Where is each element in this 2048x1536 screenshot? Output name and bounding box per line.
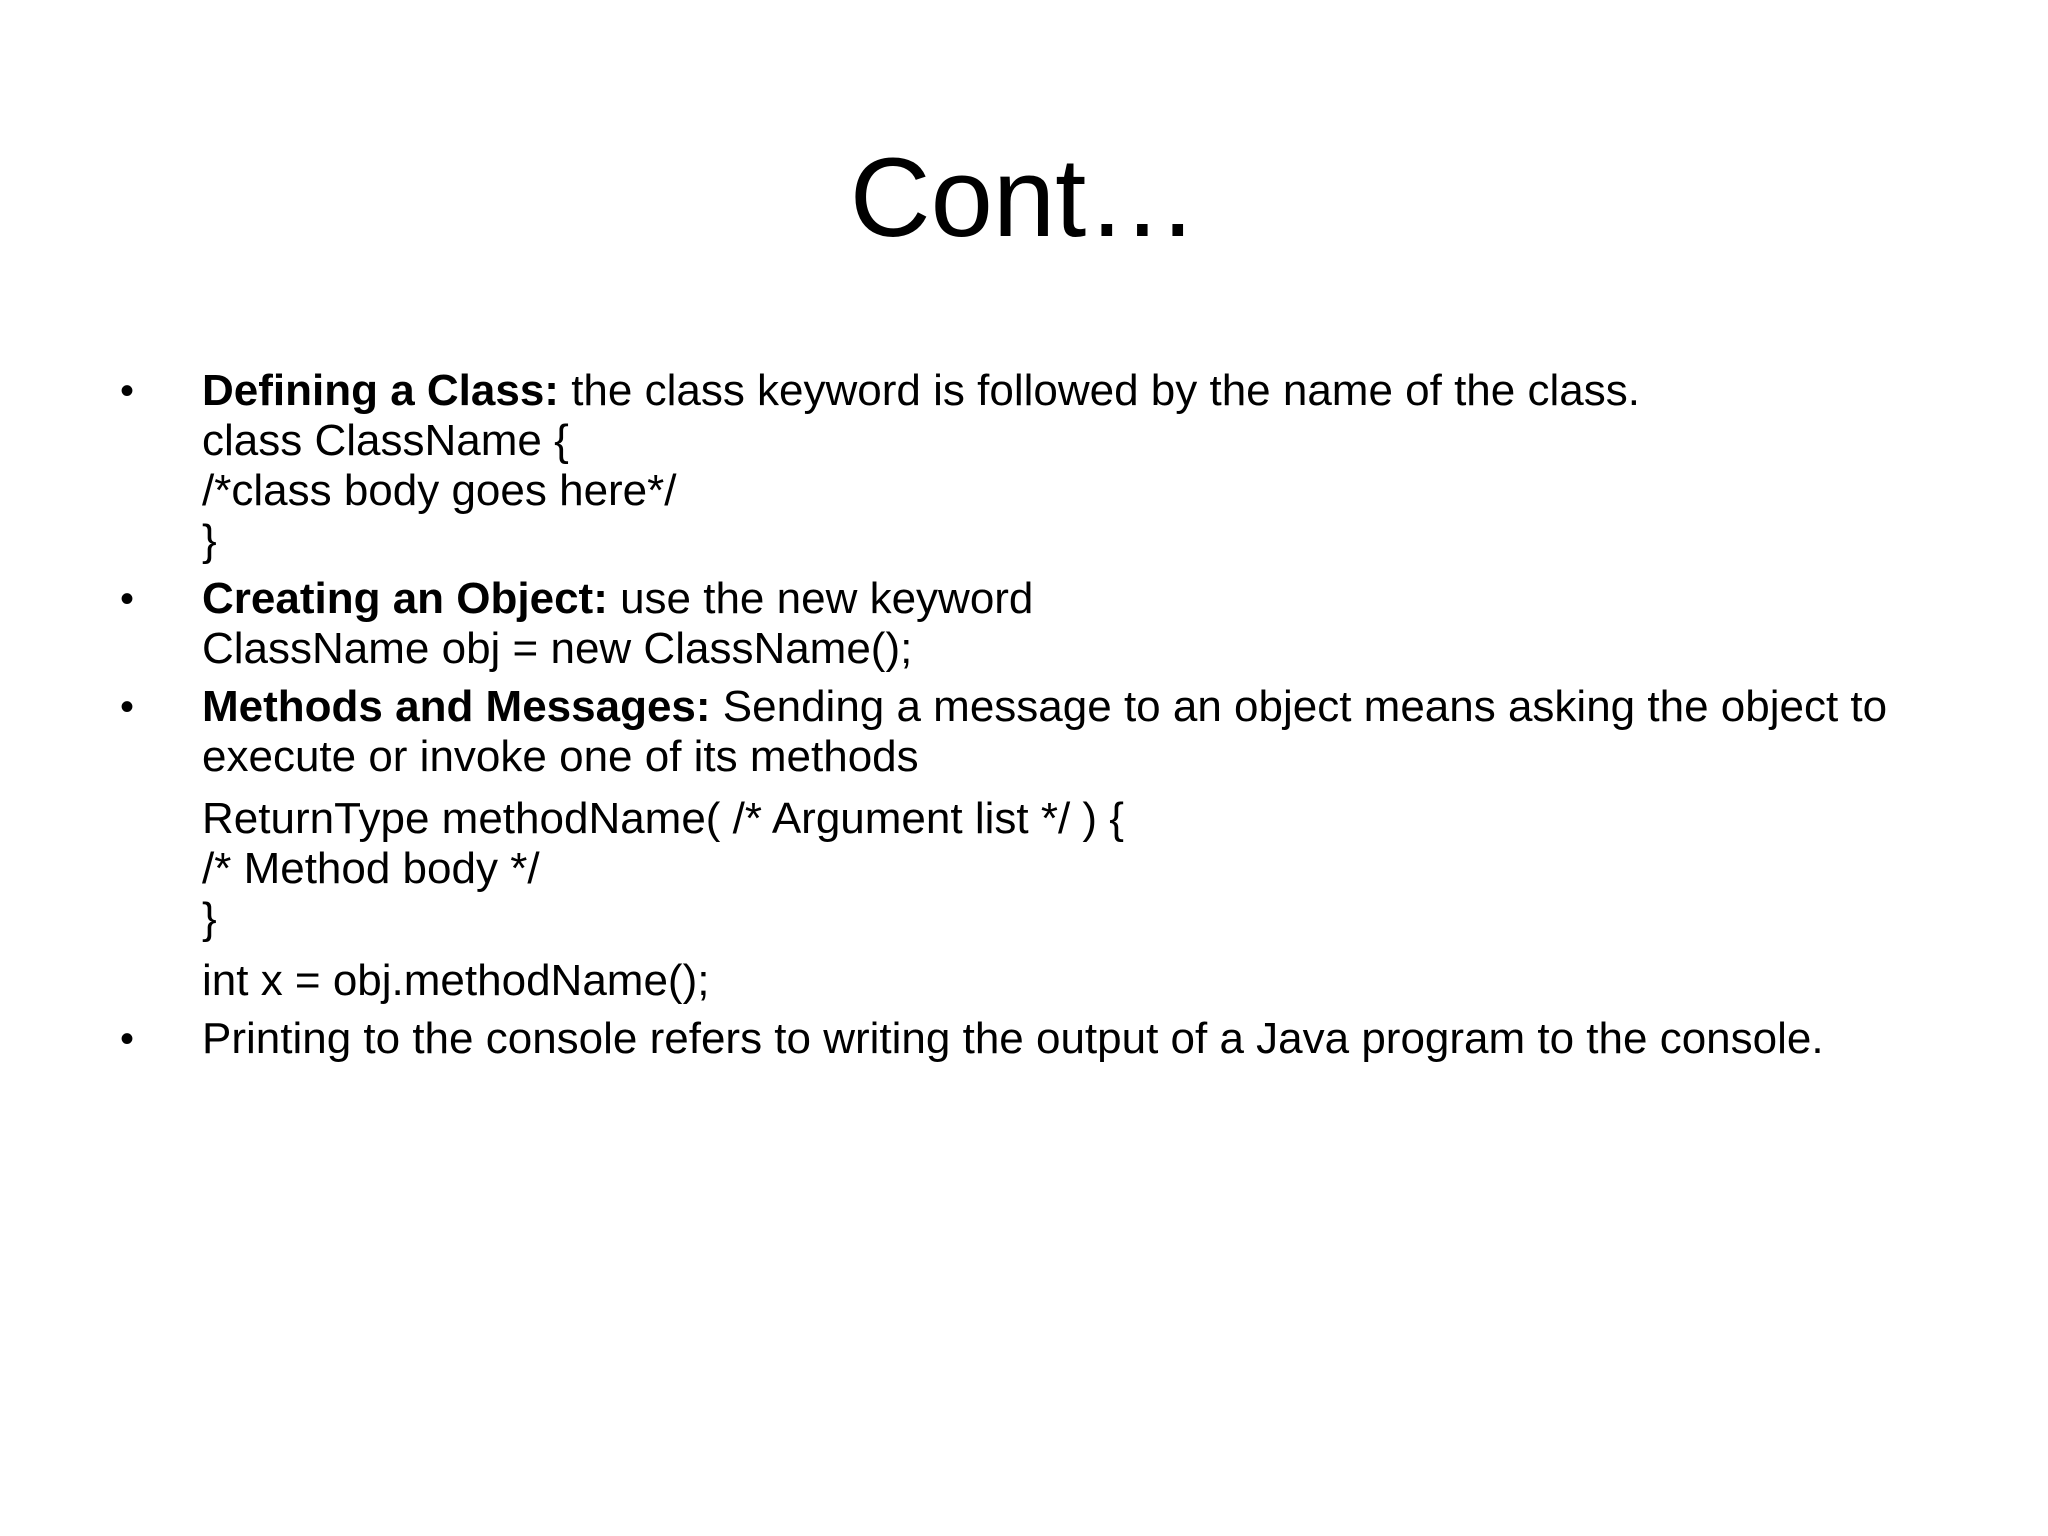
bullet-list [120,366,1960,1072]
code-line: ClassName obj = new ClassName(); [202,624,913,673]
code-line: int x = obj.methodName(); [202,956,710,1005]
bullet-text [202,682,1960,782]
bullet-body: the class keyword is followed by the name of the class. [558,366,1640,415]
bullet-item-methods-messages [120,682,1960,1006]
bullet-heading: Defining a Class: [202,366,559,415]
bullet-item-printing-console [120,1014,1960,1064]
code-line: class ClassName { [202,416,569,465]
bullet-heading: Creating an Object: [202,574,608,623]
bullet-icon: • [120,577,135,621]
code-line: } [202,894,217,943]
code-line: ReturnType methodName( /* Argument list */ ) { [202,794,1124,843]
bullet-icon: • [120,685,135,729]
bullet-text: Printing to the console refers to writing the output of a Java program to the console. [202,1014,1824,1063]
slide-title: Cont… [849,135,1199,260]
bullet-item-creating-object [120,574,1960,674]
code-line: /* Method body */ [202,844,540,893]
bullet-text [202,366,1960,416]
code-line: } [202,516,217,565]
bullet-icon: • [120,1017,135,1061]
bullet-heading: Methods and Messages: [202,682,711,731]
bullet-icon: • [120,369,135,413]
bullet-body: Sending a message to an object means asking the object to execute or invoke one of its methods [202,682,1888,781]
bullet-text [202,574,1960,624]
code-line: /*class body goes here*/ [202,466,677,515]
bullet-item-defining-class [120,366,1960,566]
bullet-body: use the new keyword [607,574,1034,623]
